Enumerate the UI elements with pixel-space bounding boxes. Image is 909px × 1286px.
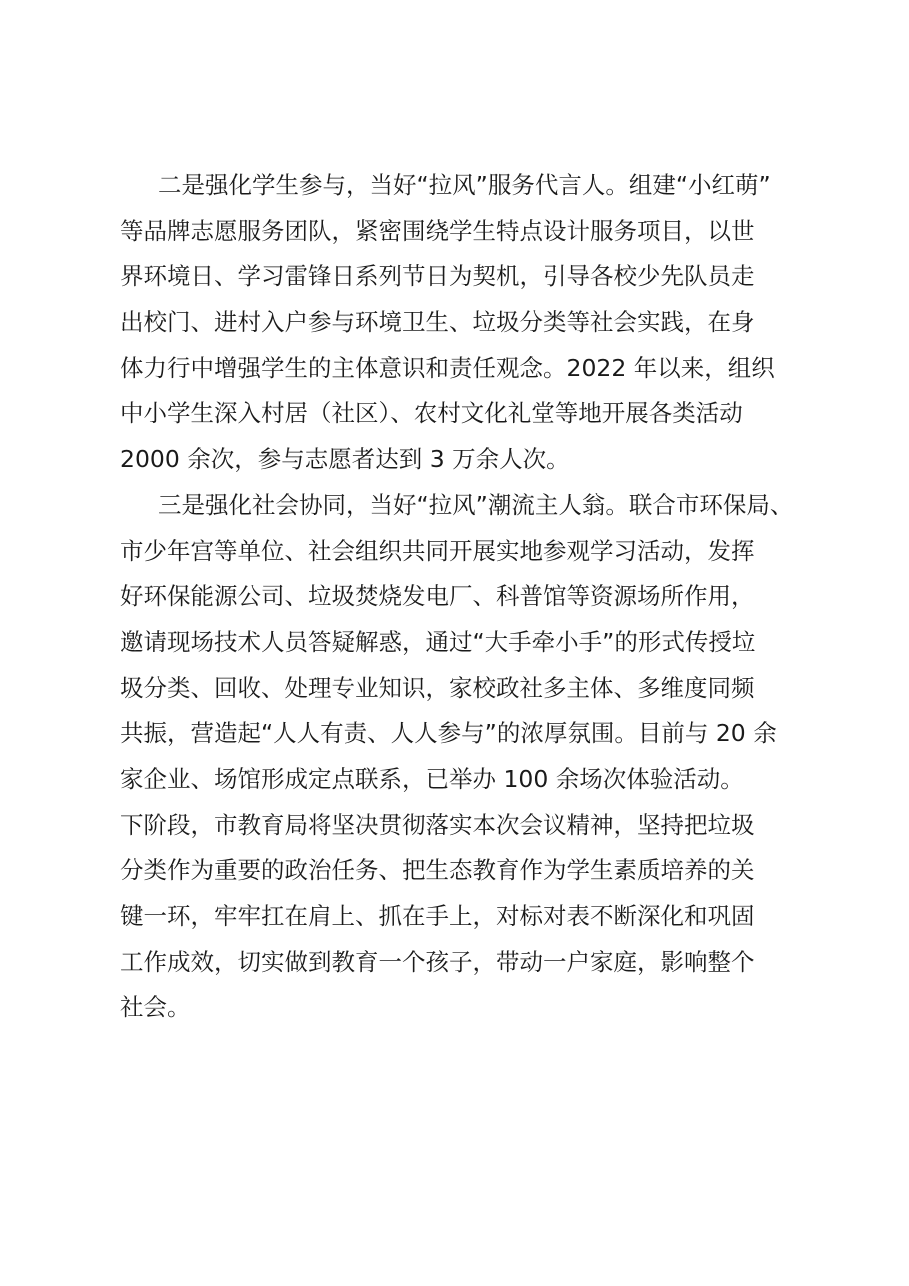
paragraph-4-line-1: 下阶段，市教育局将坚决贯彻落实本次会议精神，坚持把垃圾	[120, 810, 755, 839]
paragraph-3-line-5: 圾分类、回收、处理专业知识，家校政社多主体、多维度同频	[120, 673, 755, 702]
paragraph-4-line-4: 工作成效，切实做到教育一个孩子，带动一户家庭，影响整个	[120, 947, 755, 976]
paragraph-2-line-1: 二是强化学生参与，当好“拉风”服务代言人。组建“小红萌”	[158, 171, 771, 199]
paragraph-4-line-5: 社会。	[120, 993, 191, 1022]
paragraph-3-line-7: 家企业、场馆形成定点联系，已举办 100 余场次体验活动。	[120, 764, 744, 793]
paragraph-4-line-3: 键一环，牢牢扛在肩上、抓在手上，对标对表不断深化和巩固	[120, 902, 755, 930]
paragraph-3-line-6: 共振，营造起“人人有责、人人参与”的浓厚氛围。目前与 20 余	[120, 719, 777, 748]
paragraph-3-line-2: 市少年宫等单位、社会组织共同开展实地参观学习活动，发挥	[120, 536, 755, 565]
paragraph-2-line-3: 界环境日、学习雷锋日系列节日为契机，引导各校少先队员走	[120, 262, 755, 291]
paragraph-2-line-6: 中小学生深入村居（社区）、农村文化礼堂等地开展各类活动	[120, 399, 743, 428]
paragraph-2-line-4: 出校门、进村入户参与环境卫生、垃圾分类等社会实践，在身	[120, 308, 755, 337]
paragraph-3-line-4: 邀请现场技术人员答疑解惑，通过“大手牵小手”的形式传授垃	[120, 627, 756, 656]
paragraph-2-line-2: 等品牌志愿服务团队，紧密围绕学生特点设计服务项目，以世	[120, 216, 755, 245]
paragraph-2-line-7: 2000 余次，参与志愿者达到 3 万余人次。	[120, 445, 570, 474]
paragraph-2-line-5: 体力行中增强学生的主体意识和责任观念。2022 年以来，组织	[120, 353, 775, 382]
paragraph-4-line-2: 分类作为重要的政治任务、把生态教育作为学生素质培养的关	[120, 856, 755, 885]
paragraph-3-line-3: 好环保能源公司、垃圾焚烧发电厂、科普馆等资源场所作用，	[120, 582, 755, 611]
document-body	[120, 163, 810, 1031]
paragraph-3-line-1: 三是强化社会协同，当好“拉风”潮流主人翁。联合市环保局、	[158, 490, 794, 519]
